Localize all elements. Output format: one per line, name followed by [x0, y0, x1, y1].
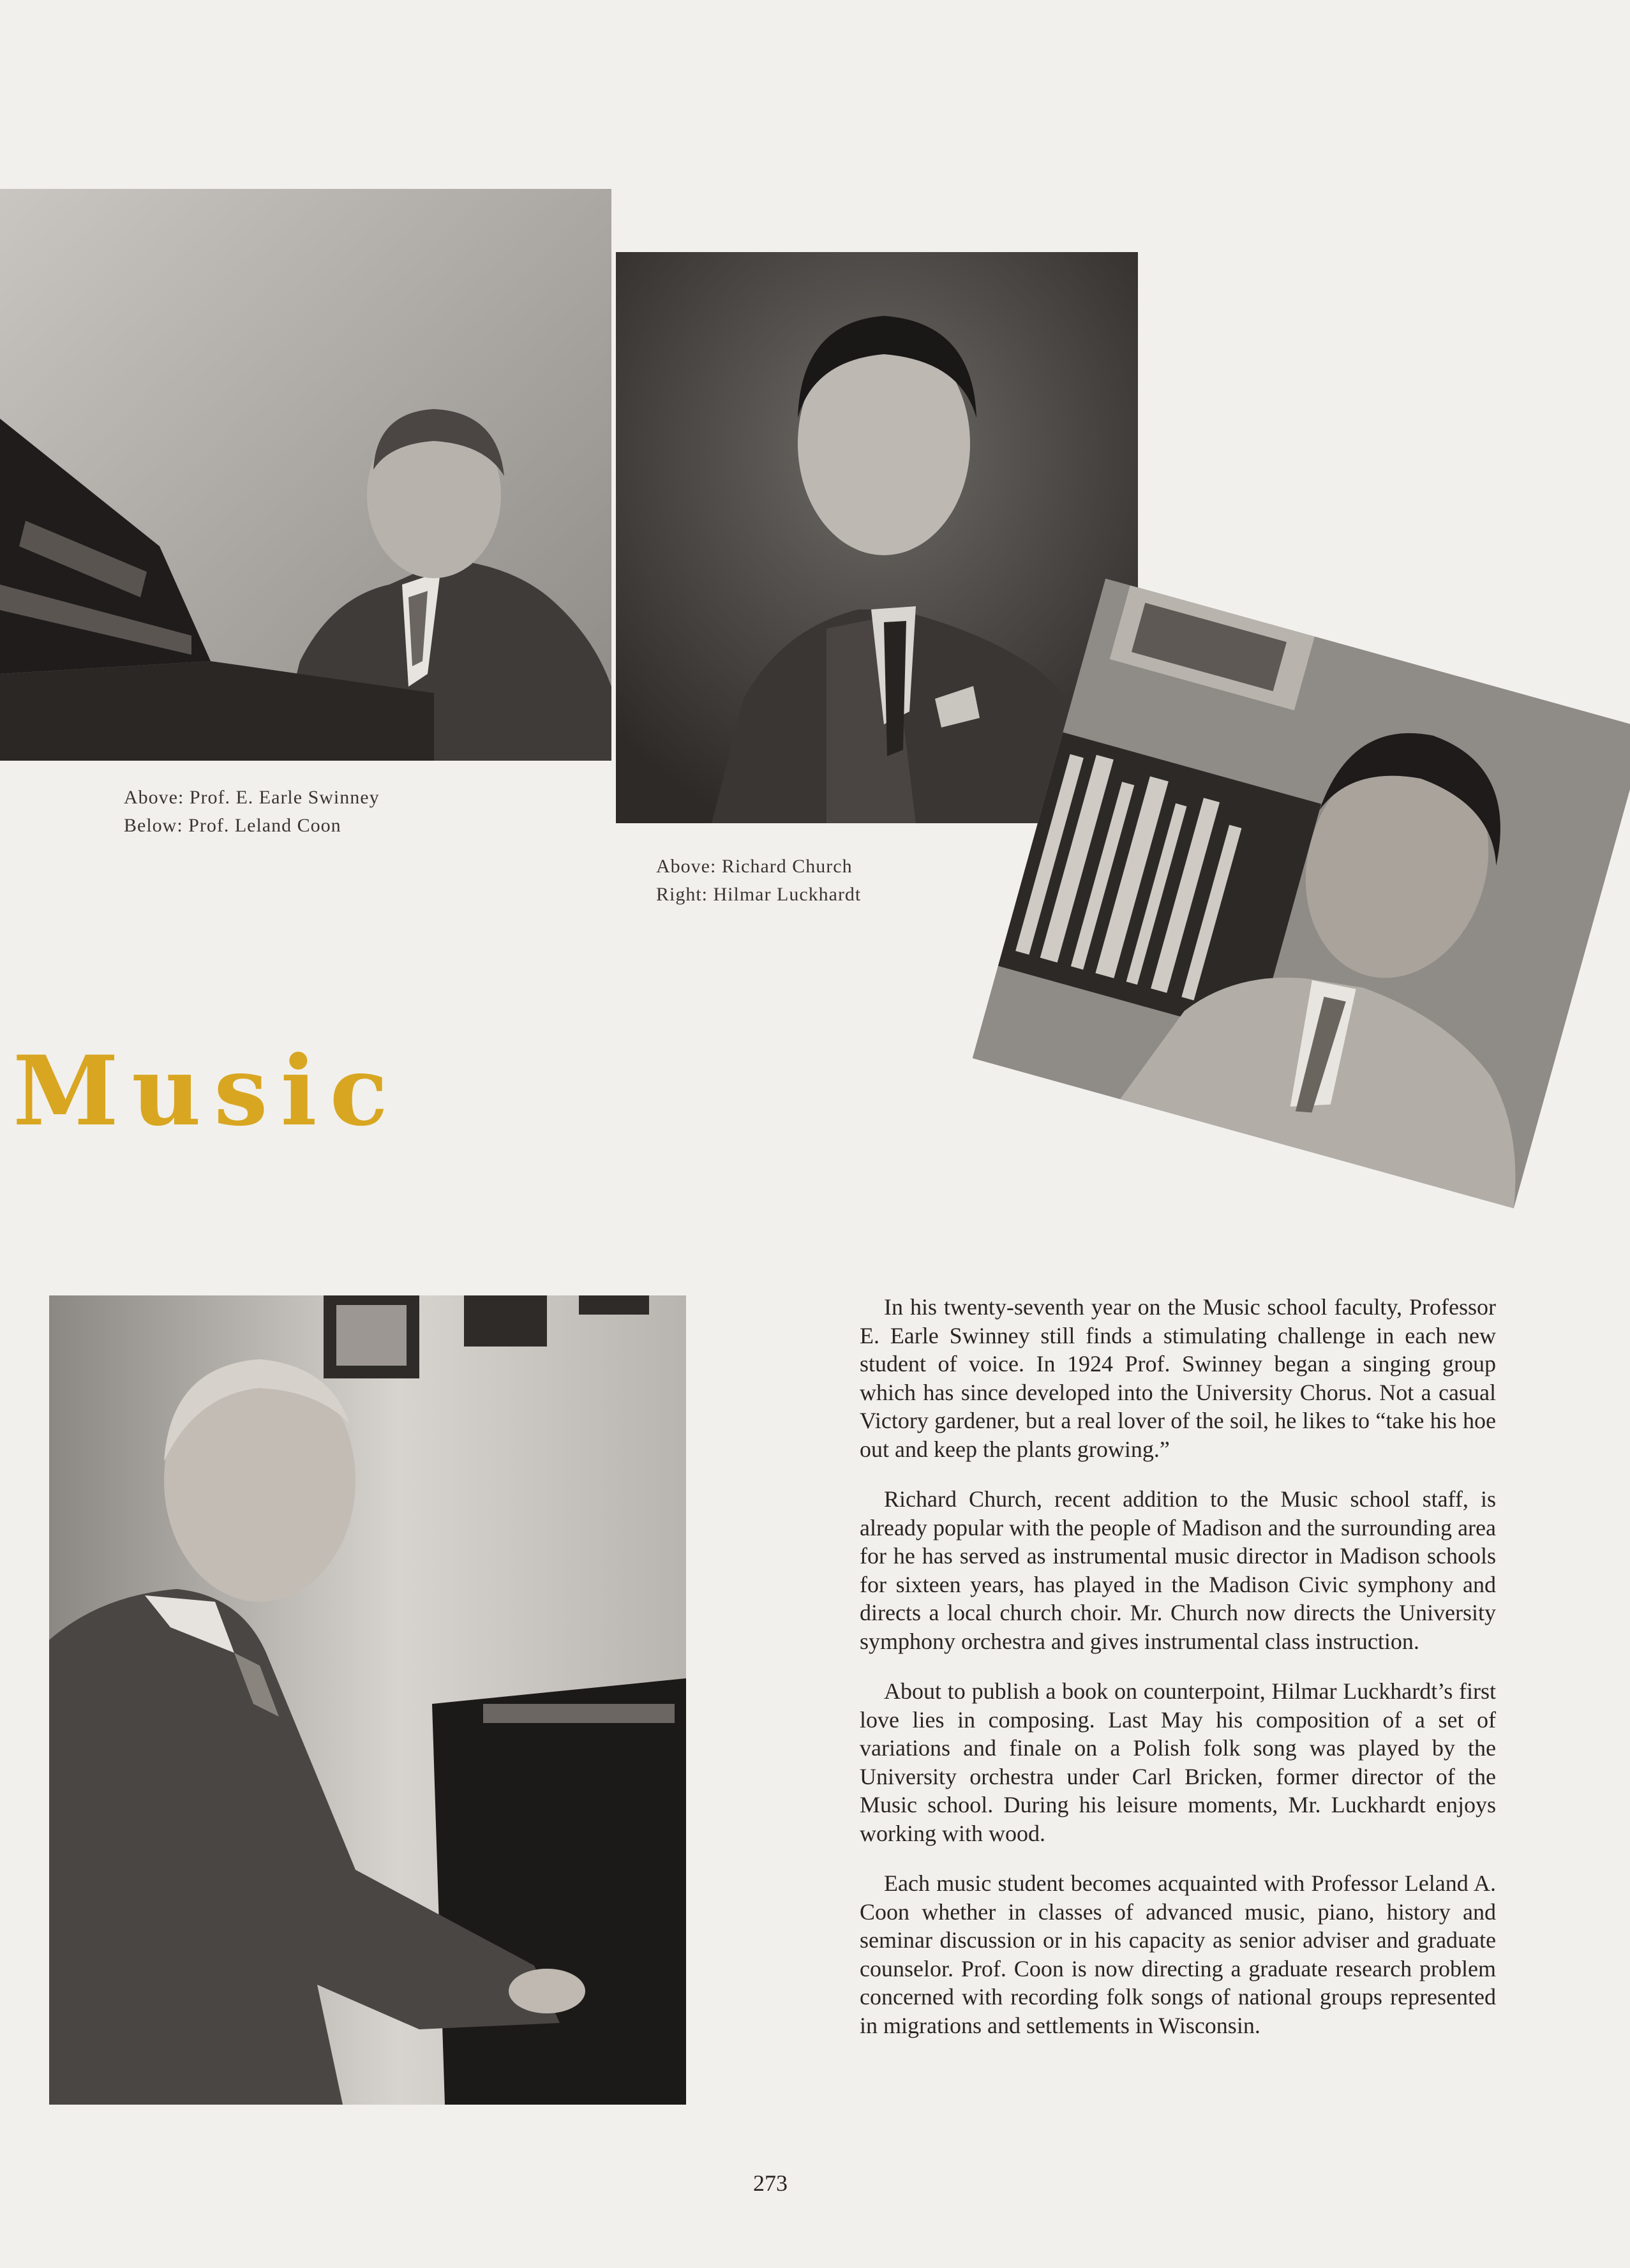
photo-church	[616, 252, 1138, 823]
photo-coon	[49, 1295, 686, 2105]
section-title: Music	[13, 1035, 401, 1147]
article-paragraph-church: Richard Church, recent addition to the Music school staff, is already popular with the people of Madison and the surrounding area for he has served as instrumental music director in Madison schools for sixteen years, has played in the Madison Civic symphony and directs a local church choir. Mr. Church now directs the University symphony orchestra and gives instrumental class instruction.	[860, 1486, 1496, 1654]
page-number: 273	[753, 2170, 788, 2196]
photo-swinney	[0, 189, 611, 761]
caption-above-swinney: Above: Prof. E. Earle Swinney	[124, 787, 380, 808]
caption-right-luckhardt: Right: Hilmar Luckhardt	[656, 884, 862, 905]
article-paragraph-coon: Each music student becomes acquainted with Professor Leland A. Coon whether in classes of advanced music, piano, history and seminar discussion or in his capacity as senior adviser and graduate counselor. Prof. Coon is now directing a graduate research problem concerned with recording folk songs of national groups represented in migrations and settlements in Wisconsin.	[860, 1870, 1496, 2038]
caption-above-church: Above: Richard Church	[656, 856, 853, 877]
article-body	[860, 1293, 1496, 2061]
article-paragraph-luckhardt: About to publish a book on counterpoint, Hilmar Luckhardt’s first love lies in composing. Last May his composition of a set of variations and finale on a Polish folk song was played by the University orchestra under Carl Bricken, former director of the Music school. During his leisure moments, Mr. Luckhardt enjoys working with wood.	[860, 1678, 1496, 1846]
caption-swinney-coon	[124, 784, 380, 840]
article-paragraph-swinney: In his twenty-seventh year on the Music school faculty, Professor E. Earle Swinney still finds a stimulating challenge in each new student of voice. In 1924 Prof. Swinney began a singing group which has since developed into the University Chorus. Not a casual Victory gardener, but a real lover of the soil, he likes to “take his hoe out and keep the plants growing.”	[860, 1294, 1496, 1462]
photo-coon-image	[49, 1295, 686, 2105]
photo-swinney-image	[0, 189, 611, 761]
caption-below-coon: Below: Prof. Leland Coon	[124, 815, 341, 836]
caption-church-luckhardt	[656, 853, 861, 909]
photo-church-image	[616, 252, 1138, 823]
